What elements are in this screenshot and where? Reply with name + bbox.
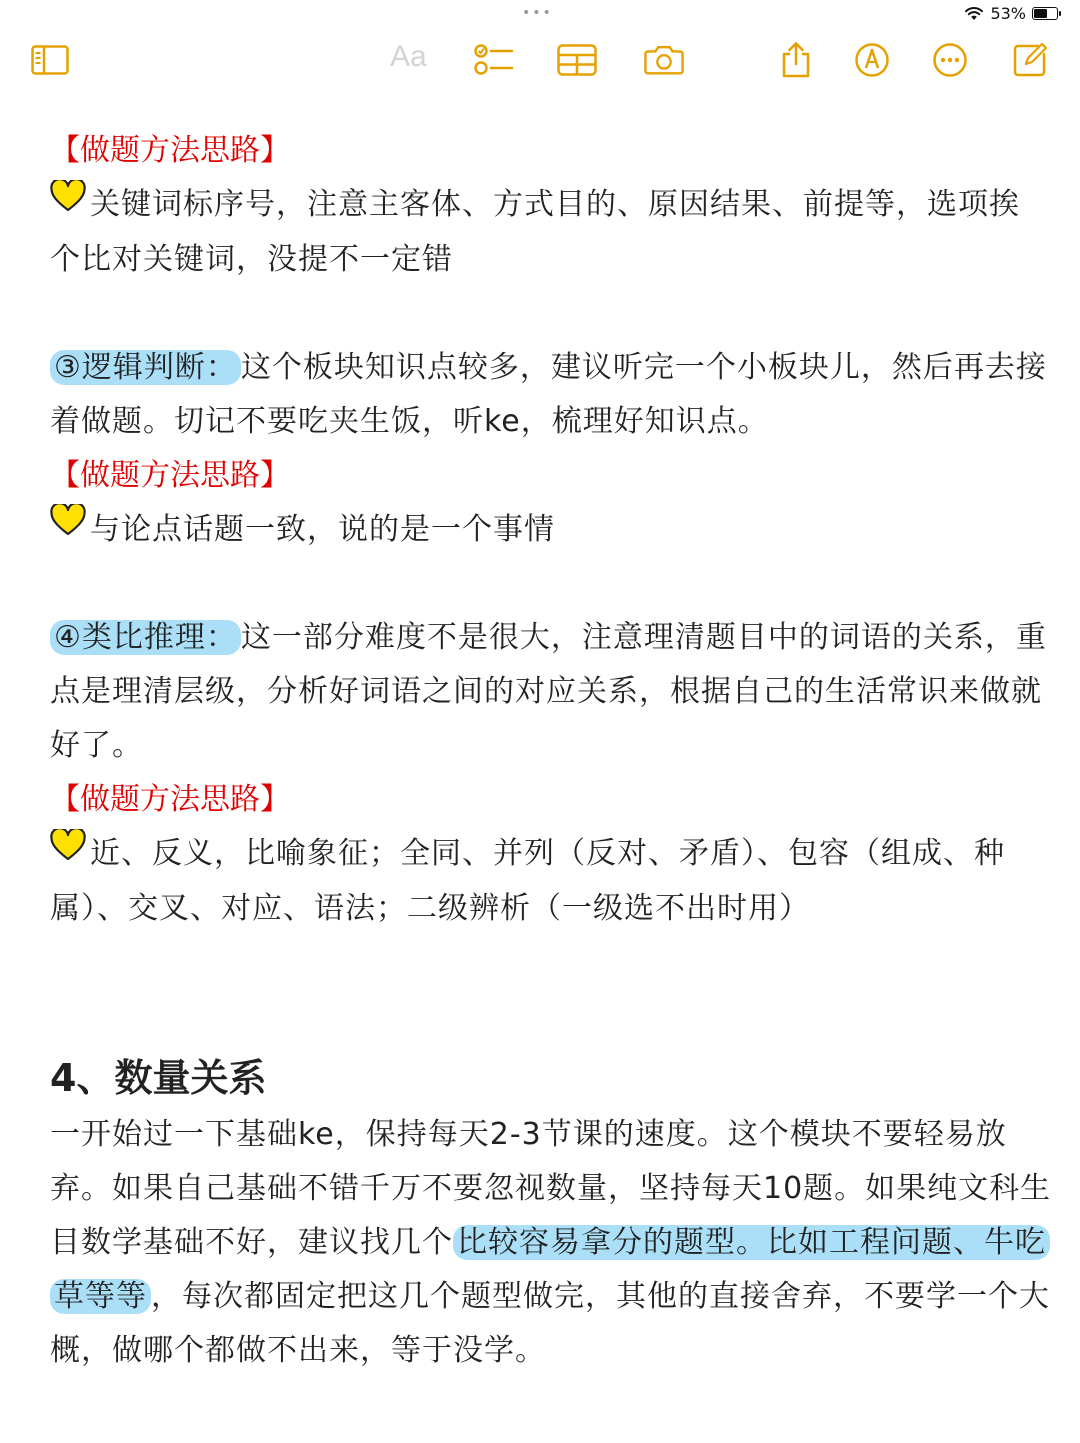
text-line — [50, 611, 1047, 665]
text-line: 一开始过一下基础ke，保持每天2-3节课的速度。这个模块不要轻易放 — [50, 1116, 1007, 1152]
text-line — [50, 1270, 1050, 1324]
yellow-heart-icon — [50, 176, 86, 230]
text-segment: 目数学基础不好，建议找几个 — [50, 1224, 453, 1260]
text-segment: ，每次都固定把这几个题型做完，其他的直接舍弃，不要学一个大 — [151, 1278, 1050, 1314]
text-line: 好了。 — [50, 728, 143, 763]
text-line — [50, 1216, 1046, 1270]
notes-toolbar — [0, 36, 1080, 84]
battery-level — [1034, 9, 1047, 18]
tip-text: 与论点话题一致，说的是一个事情 — [90, 511, 555, 547]
section-heading: 4、数量关系 — [50, 1055, 267, 1100]
text-line: 概，做哪个都做不出来，等于没学。 — [50, 1332, 546, 1368]
note-body[interactable] — [50, 124, 1052, 1378]
tip-line — [50, 503, 1040, 558]
battery-percentage: 53% — [990, 4, 1026, 23]
wifi-icon — [964, 6, 984, 21]
text-line: 个比对关键词，没提不一定错 — [50, 241, 453, 277]
section-title-highlight: ③逻辑判断： — [50, 350, 241, 385]
status-right — [964, 4, 1058, 23]
status-bar — [0, 0, 1080, 28]
tip-text: 近、反义，比喻象征；全同、并列（反对、矛盾）、包容（组成、种 — [90, 836, 1005, 871]
tip-text: 关键词标序号，注意主客体、方式目的、原因结果、前提等，选项挨 — [90, 187, 1020, 222]
tip-line — [50, 178, 1040, 233]
multitasking-dots[interactable]: ••• — [522, 5, 553, 21]
text-format-button[interactable]: Aa — [390, 40, 427, 73]
text-segment: 这一部分难度不是很大，注意理清题目中的词语的关系，重 — [240, 620, 1047, 655]
tip-line — [50, 827, 1040, 882]
text-segment: 这个板块知识点较多，建议听完一个小板块儿，然后再去接 — [240, 349, 1047, 385]
text-line: 着做题。切记不要吃夹生饭，听ke，梳理好知识点。 — [50, 403, 769, 439]
compose-icon[interactable] — [1010, 40, 1050, 80]
text-line: 弃。如果自己基础不错千万不要忽视数量，坚持每天10题。如果纯文科生 — [50, 1170, 1052, 1206]
method-heading: 【做题方法思路】 — [50, 457, 290, 493]
text-line: 点是理清层级，分析好词语之间的对应关系，根据自己的生活常识来做就 — [50, 674, 1042, 709]
table-icon[interactable] — [557, 40, 597, 80]
highlighted-text: 比较容易拿分的题型。比如工程问题、牛吃 — [453, 1225, 1050, 1260]
method-heading: 【做题方法思路】 — [50, 782, 290, 817]
more-icon[interactable] — [930, 40, 970, 80]
markup-pen-icon[interactable] — [852, 40, 892, 80]
text-line — [50, 341, 1047, 395]
section-title-highlight: ④类比推理： — [50, 620, 241, 655]
checklist-icon[interactable] — [474, 40, 514, 80]
method-heading: 【做题方法思路】 — [50, 133, 290, 168]
share-icon[interactable] — [776, 40, 816, 80]
battery-icon — [1032, 7, 1058, 20]
highlighted-text: 草等等 — [50, 1279, 151, 1314]
text-line: 属）、交叉、对应、语法；二级辨析（一级选不出时用） — [50, 890, 810, 926]
camera-icon[interactable] — [644, 40, 684, 80]
yellow-heart-icon — [50, 825, 86, 879]
sidebar-icon[interactable] — [30, 40, 70, 80]
yellow-heart-icon — [50, 500, 86, 554]
